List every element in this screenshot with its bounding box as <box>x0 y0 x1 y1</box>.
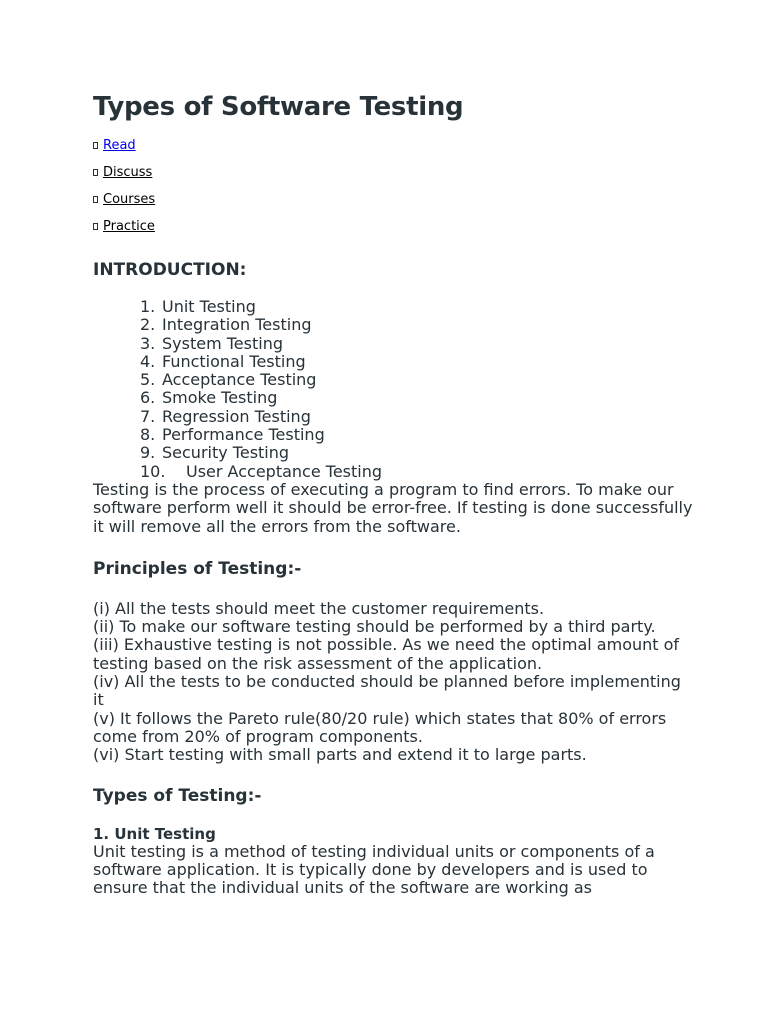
unit-testing-heading: 1. Unit Testing <box>93 824 216 843</box>
practice-link[interactable]: Practice <box>103 219 155 234</box>
introduction-paragraph: Testing is the process of executing a program to find errors. To make our software perform well it should be error-free. If testing is done successfully it will remove all the errors from the software. <box>93 479 693 536</box>
list-number: 8. <box>140 425 156 445</box>
testing-types-list <box>93 298 693 481</box>
principle-item: (ii) To make our software testing should be performed by a third party. <box>93 617 656 637</box>
article-tabs <box>93 132 693 240</box>
list-number: 6. <box>140 388 156 408</box>
list-number: 1. <box>140 297 156 316</box>
list-number: 2. <box>140 315 156 335</box>
list-item <box>140 444 693 462</box>
list-number: 4. <box>140 351 156 371</box>
principle-item: (vi) Start testing with small parts and extend it to large parts. <box>93 745 587 765</box>
list-item <box>140 389 693 407</box>
list-item-label: User Acceptance Testing <box>186 461 383 481</box>
list-item <box>140 335 693 353</box>
discuss-link[interactable]: Discuss <box>103 165 153 180</box>
principle-item: (iv) All the tests to be conducted should be planned before implementing it <box>93 672 681 710</box>
types-of-testing-heading: Types of Testing:- <box>93 785 262 806</box>
list-item <box>140 316 693 334</box>
list-number: 9. <box>140 443 156 463</box>
list-item-label: Acceptance Testing <box>162 370 317 390</box>
courses-link[interactable]: Courses <box>103 192 156 207</box>
tab-discuss <box>93 159 693 186</box>
tab-practice <box>93 213 693 240</box>
list-number: 5. <box>140 370 156 390</box>
list-number: 7. <box>140 406 156 426</box>
list-item-label: Performance Testing <box>162 425 325 445</box>
read-link[interactable]: Read <box>103 138 136 153</box>
list-number: 3. <box>140 333 156 353</box>
tab-courses <box>93 186 693 213</box>
bullet-icon <box>93 142 98 149</box>
list-item <box>140 353 693 371</box>
principles-list <box>93 600 693 765</box>
introduction-heading: INTRODUCTION: <box>93 260 247 280</box>
list-item-label: Functional Testing <box>162 351 306 371</box>
list-number: 10. <box>140 461 166 481</box>
list-item <box>140 408 693 426</box>
bullet-icon <box>93 223 98 230</box>
list-item <box>140 426 693 444</box>
article-content <box>93 88 693 897</box>
list-item-label: System Testing <box>162 333 283 353</box>
list-item-label: Integration Testing <box>162 315 312 335</box>
bullet-icon <box>93 169 98 176</box>
list-item <box>140 463 693 481</box>
list-item-label: Security Testing <box>162 443 290 463</box>
list-item <box>140 371 693 389</box>
unit-testing-paragraph: Unit testing is a method of testing individual units or components of a software application. It is typically done by developers and is used to ensure that the individual units of the software are working as <box>93 841 655 898</box>
page-title: Types of Software Testing <box>93 92 464 122</box>
bullet-icon <box>93 196 98 203</box>
list-item-label: Regression Testing <box>162 406 311 426</box>
principles-heading: Principles of Testing:- <box>93 558 302 579</box>
principle-item: (v) It follows the Pareto rule(80/20 rule) which states that 80% of errors come from 20% of program components. <box>93 708 667 746</box>
principle-item: (iii) Exhaustive testing is not possible. As we need the optimal amount of testing based on the risk assessment of the application. <box>93 635 680 673</box>
list-item <box>140 298 693 316</box>
principle-item: (i) All the tests should meet the customer requirements. <box>93 598 545 618</box>
tab-read <box>93 132 693 159</box>
list-item-label: Smoke Testing <box>162 388 278 408</box>
list-item-label: Unit Testing <box>162 297 256 316</box>
